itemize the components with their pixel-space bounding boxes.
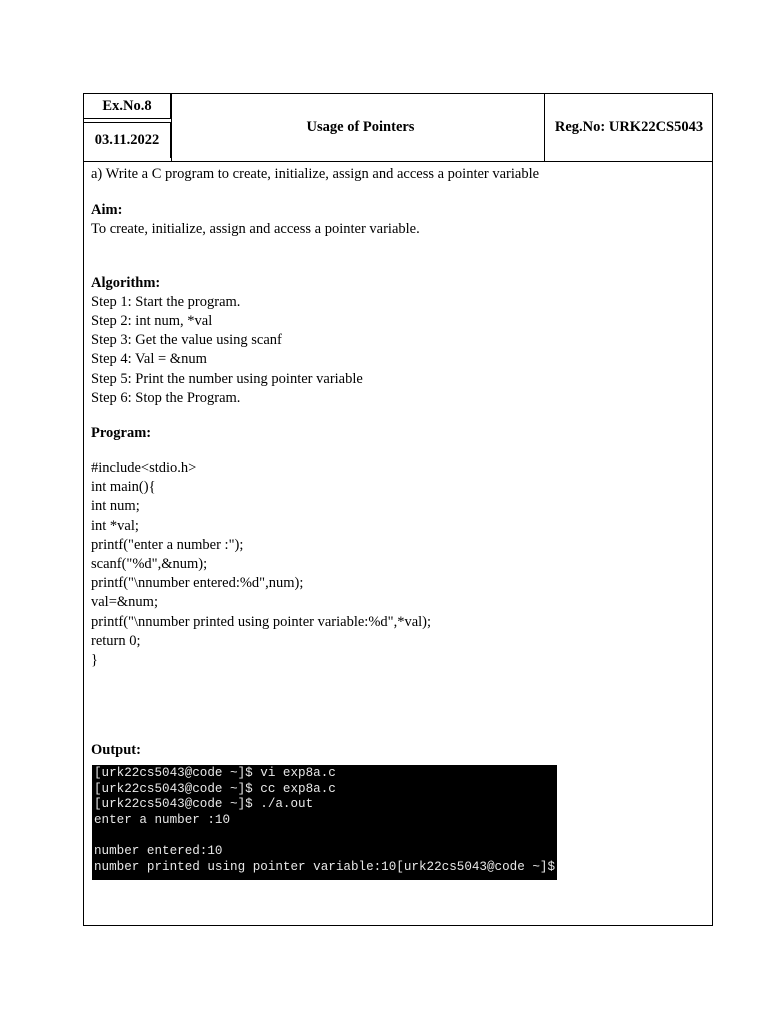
- aim-text: To create, initialize, assign and access a pointer variable.: [91, 221, 420, 238]
- terminal-line: [urk22cs5043@code ~]$ cc exp8a.c: [94, 781, 336, 796]
- terminal-line: [urk22cs5043@code ~]$ ./a.out: [94, 797, 314, 812]
- algorithm-step: Step 2: int num, *val: [91, 312, 213, 329]
- code-line: }: [91, 651, 98, 668]
- terminal-line: number entered:10: [94, 843, 223, 858]
- exercise-date: 03.11.2022: [84, 122, 171, 158]
- header-divider-left: [171, 94, 172, 161]
- algorithm-step: Step 1: Start the program.: [91, 293, 241, 310]
- algorithm-step: Step 4: Val = &num: [91, 351, 207, 368]
- terminal-output-screenshot: [92, 765, 557, 880]
- terminal-line: number printed using pointer variable:10[urk22cs5043@code ~]$: [94, 859, 556, 874]
- algorithm-steps: [91, 293, 705, 408]
- program-heading: Program:: [91, 424, 152, 441]
- code-line: printf("enter a number :");: [91, 536, 244, 553]
- exercise-number: Ex.No.8: [84, 94, 171, 119]
- code-line: printf("\nnumber entered:%d",num);: [91, 575, 304, 592]
- code-line: int *val;: [91, 517, 139, 534]
- code-line: int num;: [91, 498, 140, 515]
- registration-number: Reg.No: URK22CS5043: [554, 119, 704, 135]
- code-line: val=&num;: [91, 594, 158, 611]
- algorithm-step: Step 3: Get the value using scanf: [91, 332, 282, 349]
- exercise-title: Usage of Pointers: [306, 119, 415, 135]
- code-line: printf("\nnumber printed using pointer variable:%d",*val);: [91, 613, 432, 630]
- terminal-line: enter a number :10: [94, 812, 231, 827]
- content-cell: [91, 164, 705, 760]
- code-line: return 0;: [91, 632, 141, 649]
- output-heading: Output:: [91, 742, 141, 759]
- code-line: #include<stdio.h>: [91, 460, 197, 477]
- code-line: scanf("%d",&num);: [91, 556, 208, 572]
- record-sheet: [83, 93, 713, 926]
- header-divider-right: [544, 94, 545, 161]
- aim-heading: Aim:: [91, 202, 123, 219]
- algorithm-step: Step 6: Stop the Program.: [91, 389, 241, 406]
- terminal-line: [urk22cs5043@code ~]$ vi exp8a.c: [94, 766, 336, 780]
- program-listing: [91, 459, 705, 670]
- header-row: [84, 94, 712, 162]
- question-text: a) Write a C program to create, initialize, assign and access a pointer variable: [91, 166, 540, 182]
- algorithm-heading: Algorithm:: [91, 274, 161, 291]
- algorithm-step: Step 5: Print the number using pointer variable: [91, 370, 363, 387]
- terminal-line: [94, 828, 555, 844]
- code-line: int main(){: [91, 479, 156, 496]
